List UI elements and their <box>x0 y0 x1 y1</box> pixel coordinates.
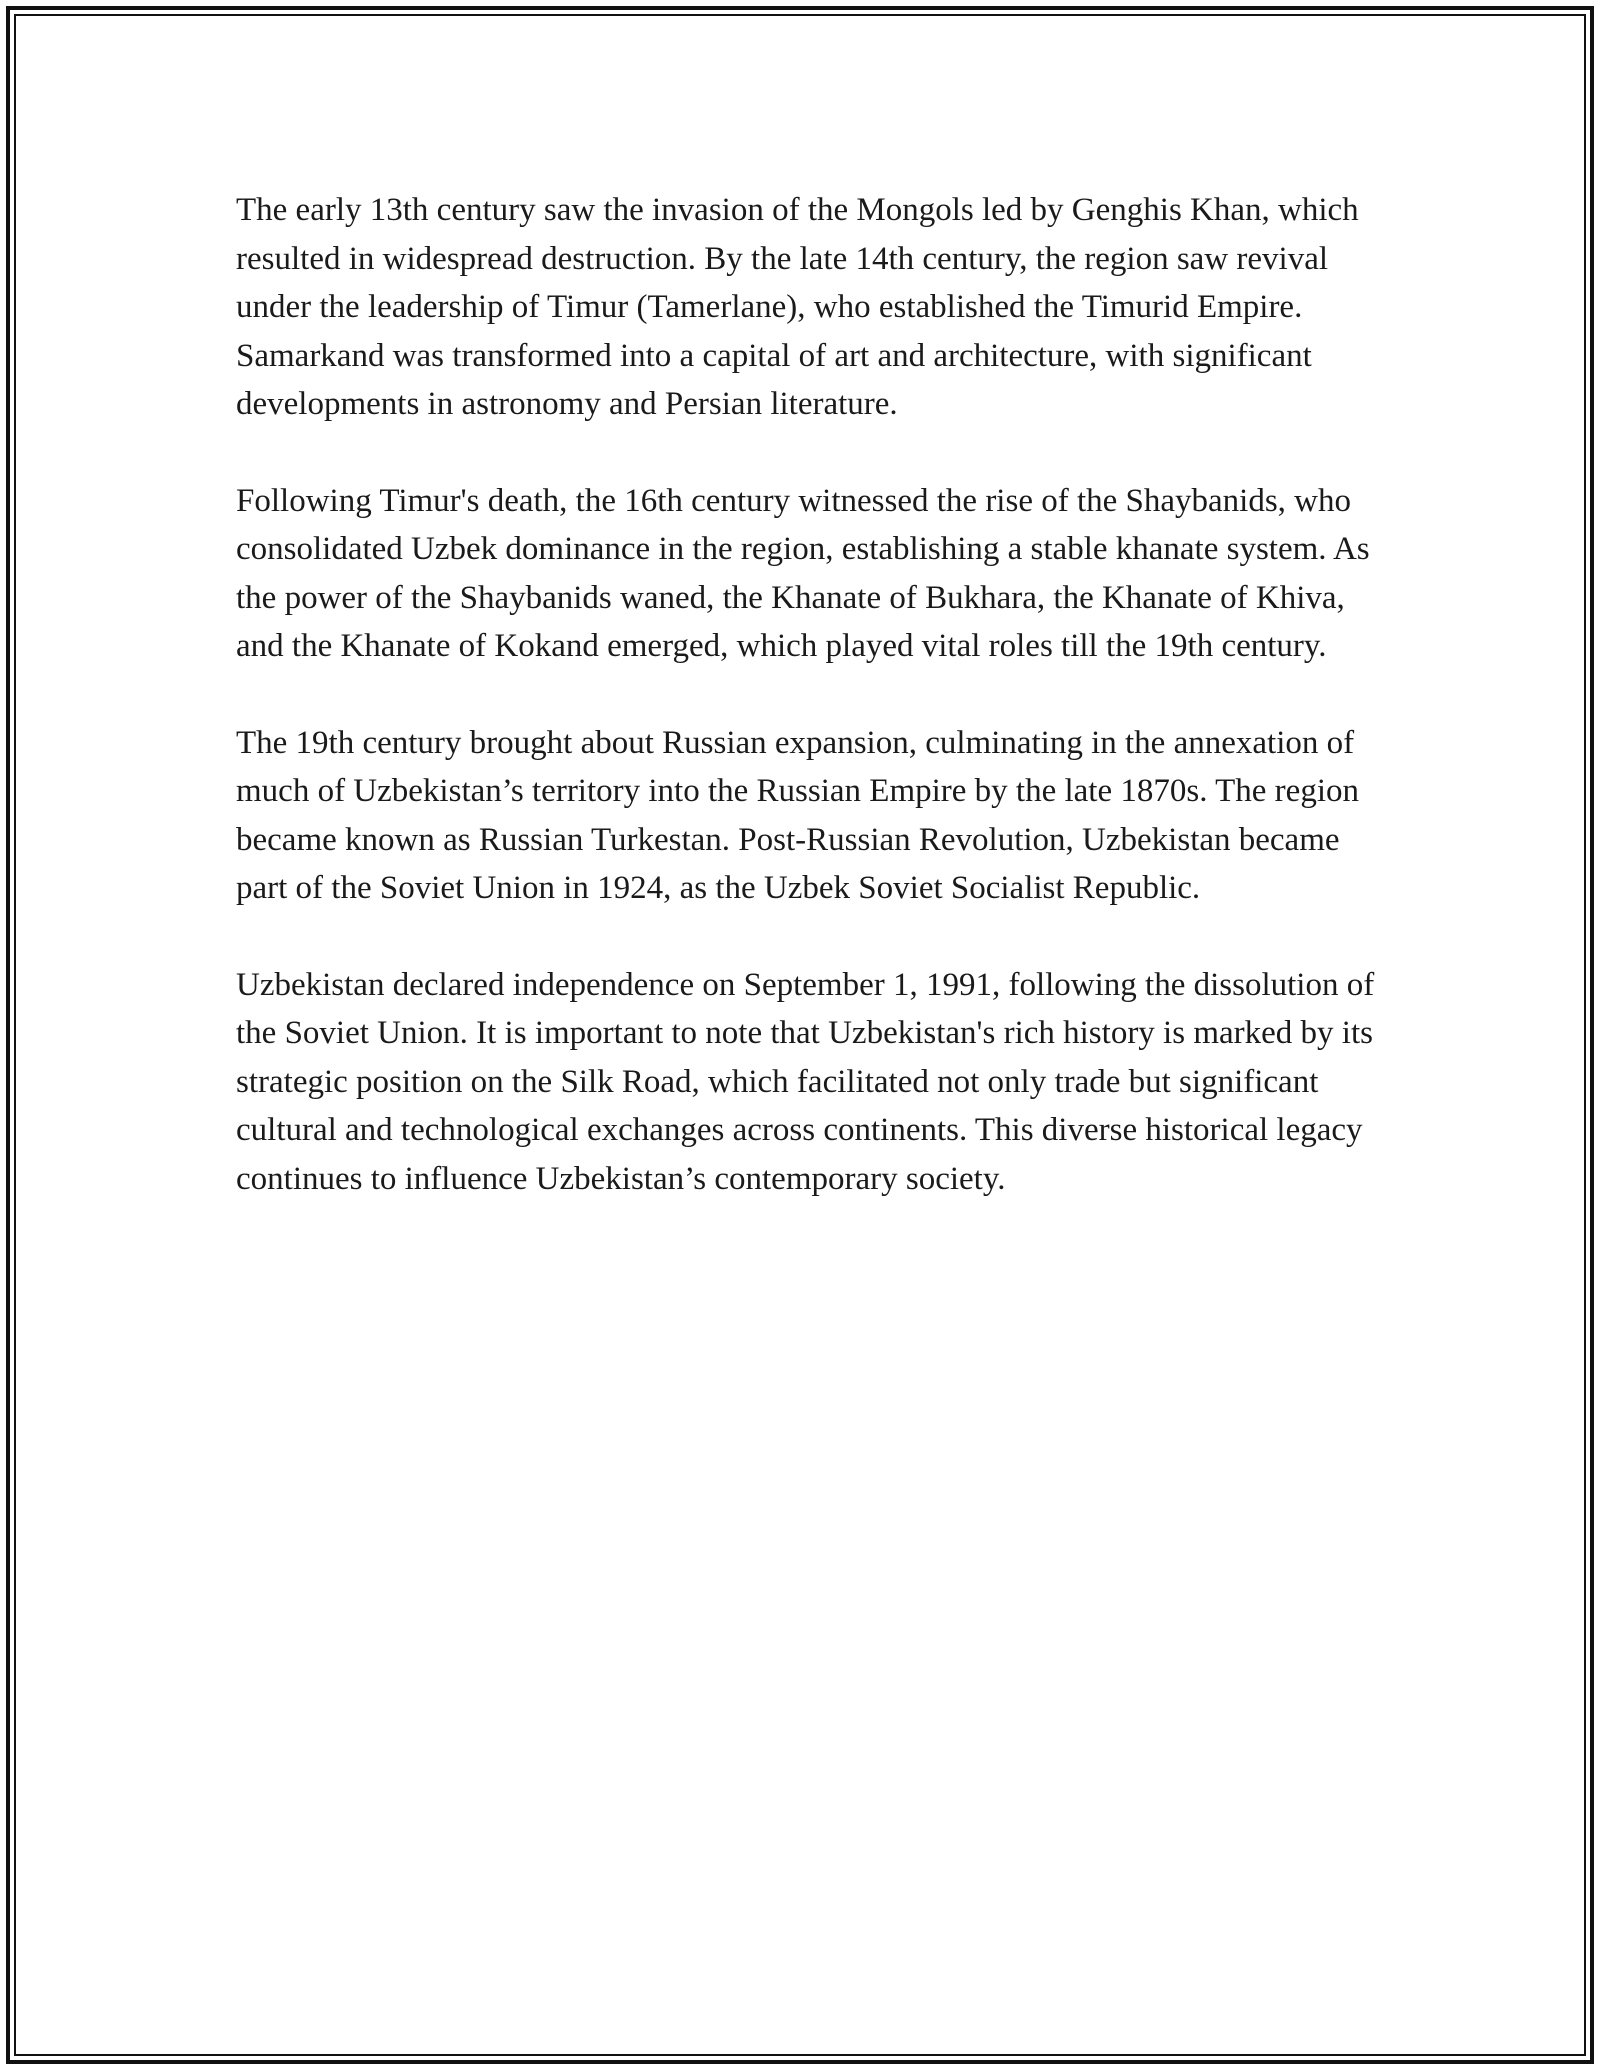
paragraph-mongol-timurid: The early 13th century saw the invasion of the Mongols led by Genghis Khan, which resulted in widespread destruction. By the late 14th century, the region saw revival under the leadership of Timur (Tamerlane), who established the Timurid Empire. Samarkand was transformed into a capital of art and architecture, with significant developments in astronomy and Persian literature. <box>236 192 1359 422</box>
paragraph-independence: Uzbekistan declared independence on September 1, 1991, following the dissolution of the Soviet Union. It is important to note that Uzbekistan's rich history is marked by its strategic position on the Silk Road, which facilitated not only trade but significant cultural and technological exchanges across continents. This diverse historical legacy continues to influence Uzbekistan’s contemporary society. <box>236 966 1375 1197</box>
paragraph-russian-soviet: The 19th century brought about Russian expansion, culminating in the annexation of much of Uzbekistan’s territory into the Russian Empire by the late 1870s. The region became known as Russian Turkestan. Post-Russian Revolution, Uzbekistan became part of the Soviet Union in 1924, as the Uzbek Soviet Socialist Republic. <box>236 724 1359 906</box>
document-body <box>236 186 1376 1203</box>
paragraph-shaybanids-khanates: Following Timur's death, the 16th century witnessed the rise of the Shaybanids, who consolidated Uzbek dominance in the region, establishing a stable khanate system. As the power of the Shaybanids waned, the Khanate of Bukhara, the Khanate of Khiva, and the Khanate of Kokand emerged, which played vital roles till the 19th century. <box>236 482 1370 664</box>
